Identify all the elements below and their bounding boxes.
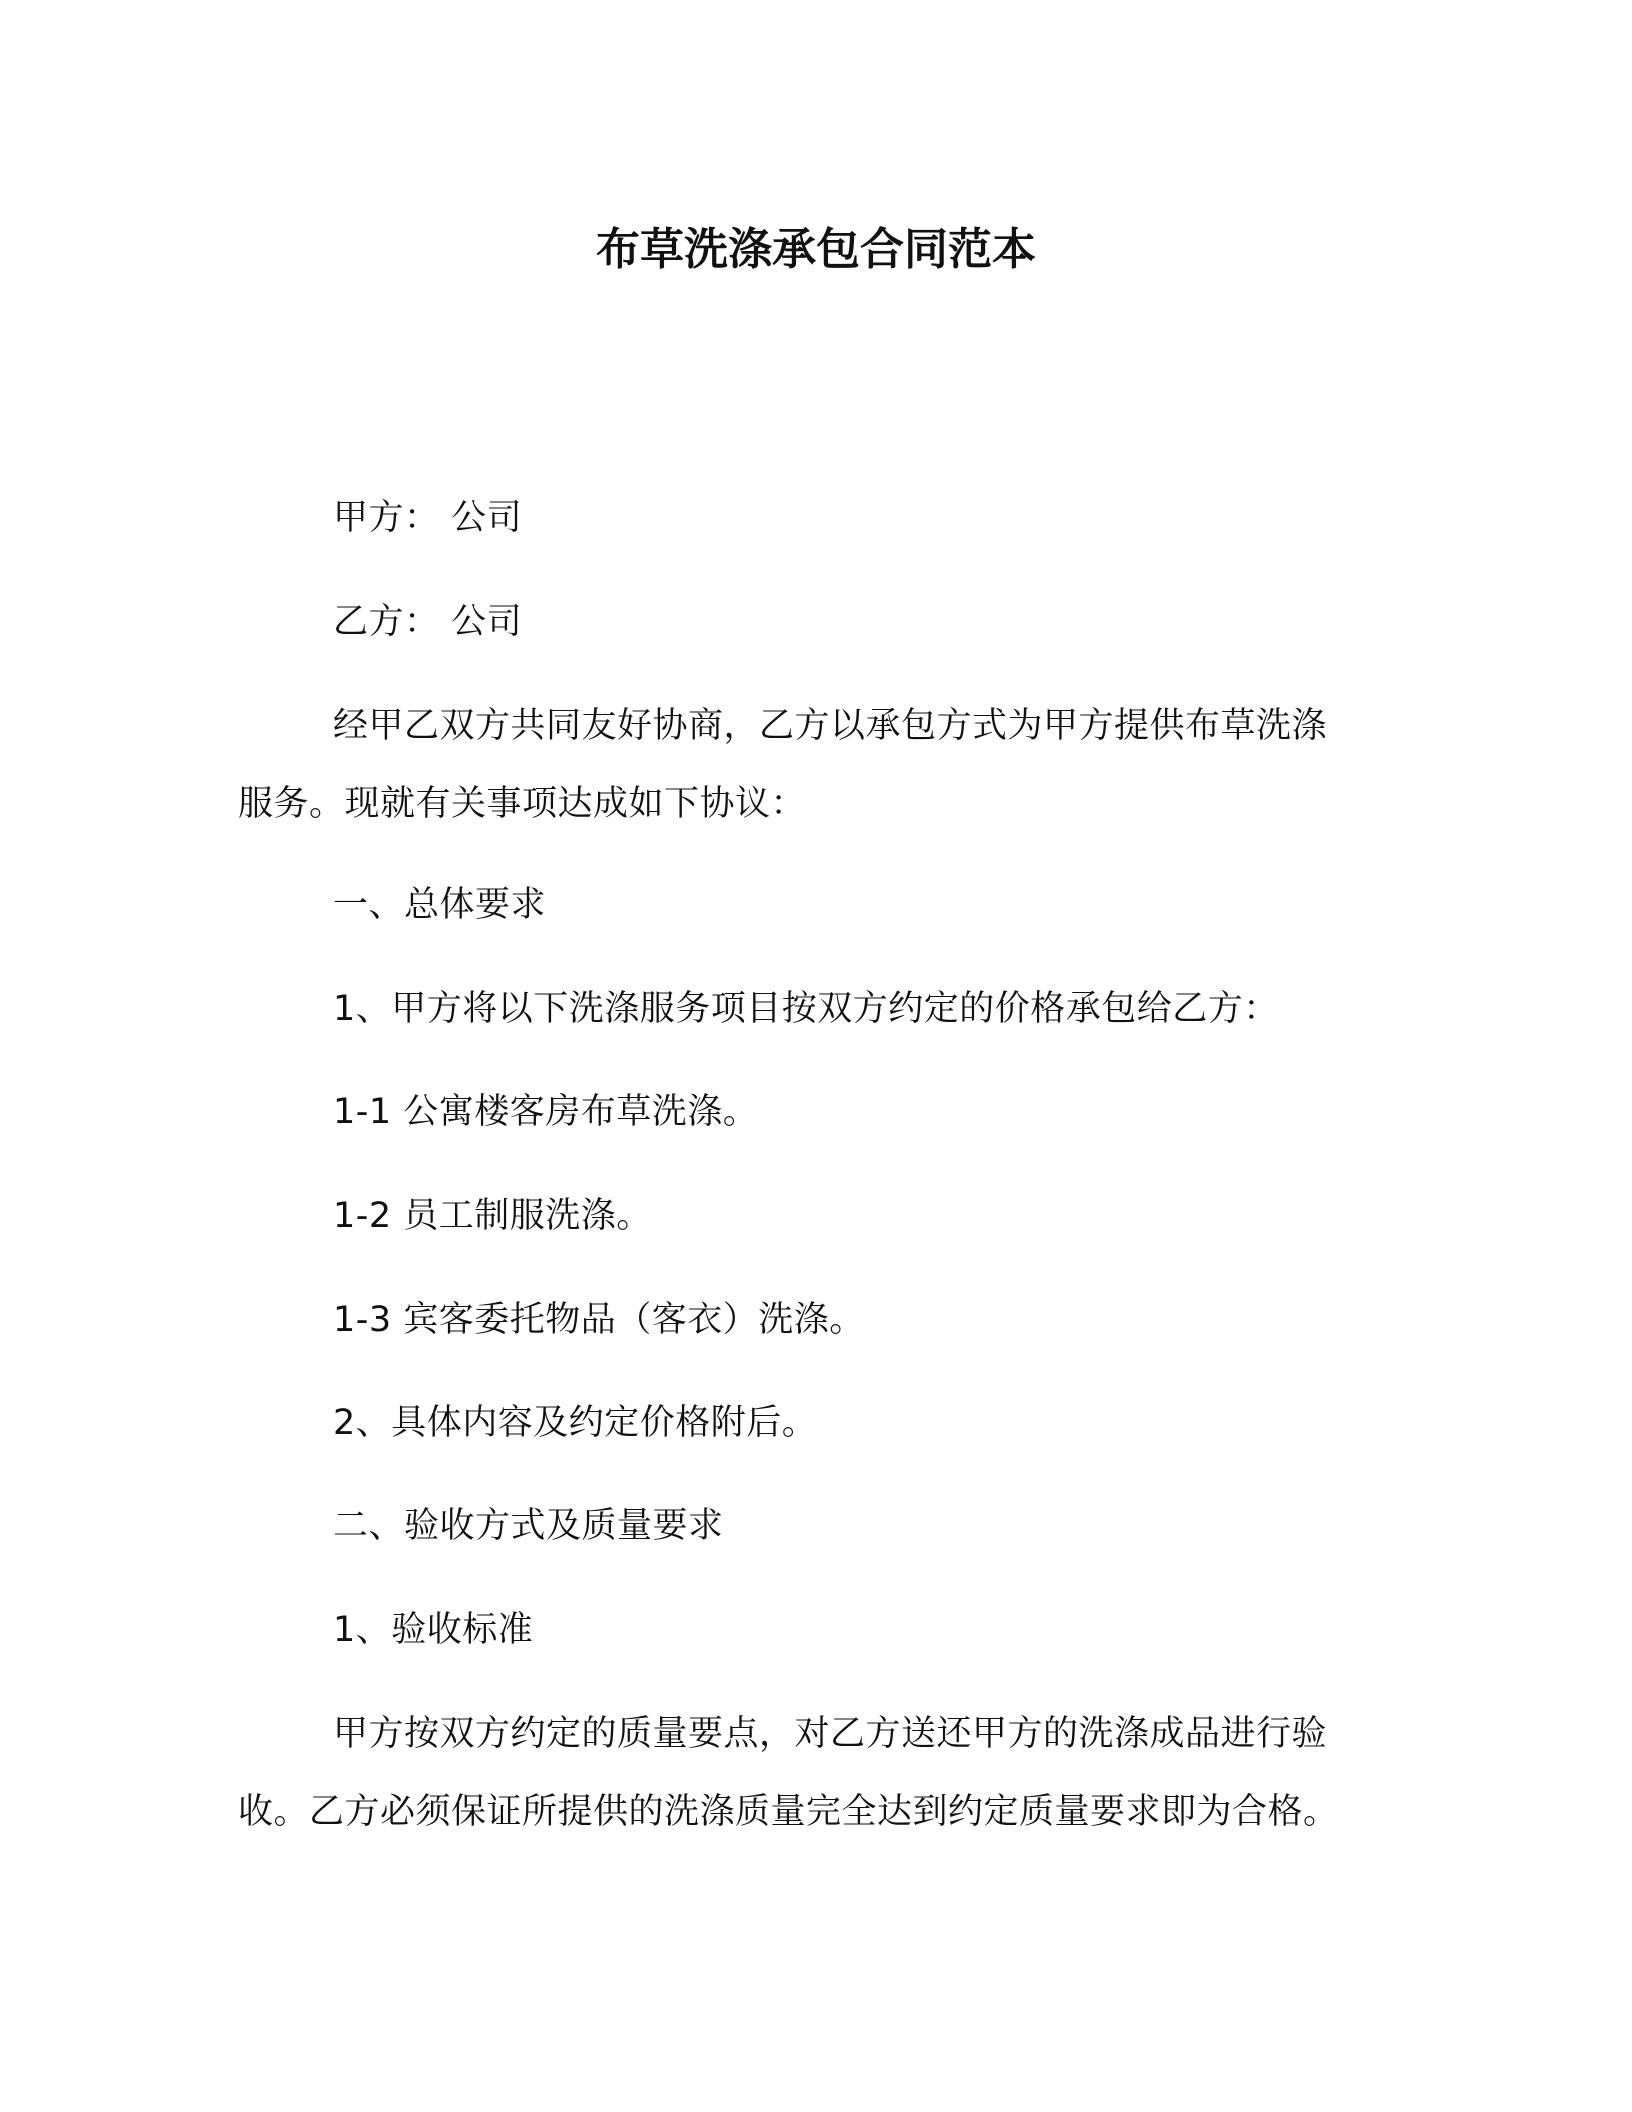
section-1-heading: 一、总体要求 (333, 885, 547, 925)
party-b-line: 乙方： 公司 (333, 602, 523, 642)
acceptance-paragraph-line-2: 收。乙方必须保证所提供的洗涤质量完全达到约定质量要求即为合格。 (238, 1792, 1339, 1832)
party-a-line: 甲方： 公司 (333, 498, 523, 538)
item-1-1-text: 1-1 公寓楼客房布草洗涤。 (333, 1092, 759, 1132)
section-2-heading: 二、验收方式及质量要求 (333, 1506, 724, 1546)
clause-1-text: 1、甲方将以下洗涤服务项目按双方约定的价格承包给乙方： (333, 989, 1279, 1029)
clause-2-text: 2、具体内容及约定价格附后。 (333, 1403, 818, 1443)
document-title: 布草洗涤承包合同范本 (596, 224, 1036, 275)
item-1-3-text: 1-3 宾客委托物品（客衣）洗涤。 (333, 1300, 865, 1340)
item-1-2-text: 1-2 员工制服洗涤。 (333, 1196, 652, 1236)
intro-paragraph-line-1: 经甲乙双方共同友好协商，乙方以承包方式为甲方提供布草洗涤 (333, 706, 1328, 746)
acceptance-paragraph-line-1: 甲方按双方约定的质量要点，对乙方送还甲方的洗涤成品进行验 (333, 1714, 1328, 1754)
acceptance-standard-heading: 1、验收标准 (333, 1610, 534, 1650)
intro-paragraph-line-2: 服务。现就有关事项达成如下协议： (238, 784, 807, 824)
